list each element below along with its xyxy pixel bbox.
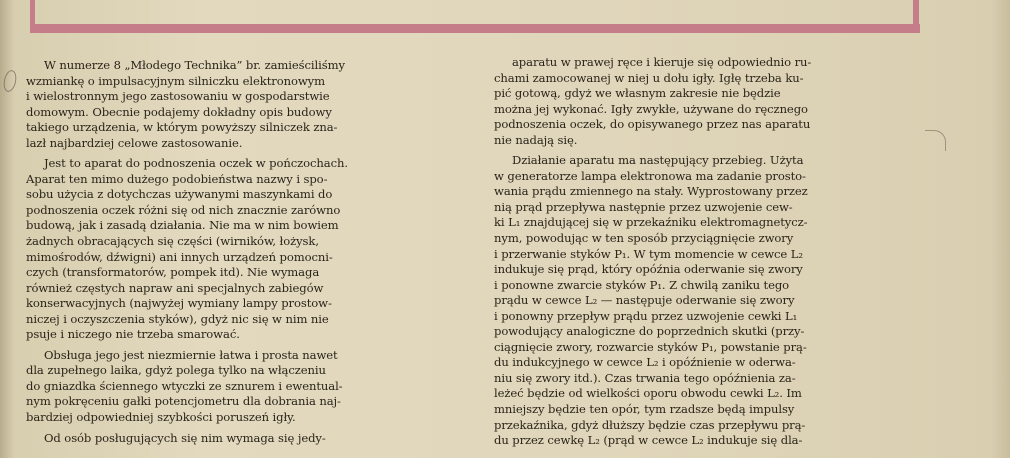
text-line: nym pokręceniu gałki potencjometru dla dobrania naj- [26, 394, 341, 409]
text-line: podnoszenia oczek różni się od nich znacznie zarówno [26, 202, 341, 217]
text-line: powodujący analogiczne do poprzednich skutki (przy- [494, 324, 805, 339]
text-line: Działanie aparatu ma następujący przebieg. Użyta [512, 153, 804, 168]
text-line: dla zupełnego laika, gdyż polega tylko na włączeniu [26, 363, 326, 378]
text-line: wania prądu zmiennego na stały. Wyprostowany przez [494, 184, 808, 199]
text-line: ciągnięcie zwory, rozwarcie styków P₁, powstanie prą- [494, 339, 807, 354]
text-line: niu się zwory itd.). Czas trwania tego opóźnienia za- [494, 370, 796, 385]
text-line: sobu użycia z dotychczas używanymi maszynkami do [26, 187, 333, 202]
text-line: czych (transformatorów, pompek itd). Nie wymaga [26, 265, 320, 280]
text-line: i przerwanie styków P₁. W tym momencie w cewce L₂ [494, 246, 803, 261]
article-left-column [26, 58, 448, 446]
text-line: du indukcyjnego w cewce L₂ i opóźnienie w oderwa- [494, 355, 796, 370]
text-line: wzmiankę o impulsacyjnym silniczku elektronowym [26, 73, 326, 88]
text-line: można jej wykonać. Igły zwykłe, używane do ręcznego [494, 101, 808, 116]
text-line: niczej i oczyszczenia styków), gdyż nic się w nim nie [26, 311, 329, 326]
text-line: Od osób posługujących się nim wymaga się jedy- [44, 430, 326, 445]
text-line: i ponowne zwarcie styków P₁. Z chwilą zaniku tego [494, 277, 790, 292]
text-line: konserwacyjnych (najwyżej wymiany lampy prostow- [26, 296, 332, 311]
text-line: indukuje się prąd, który opóźnia oderwanie się zwory [494, 262, 803, 277]
page-binding-shadow [0, 0, 14, 458]
text-line: również częstych napraw ani specjalnych zabiegów [26, 280, 324, 295]
text-line: mniejszy będzie ten opór, tym rzadsze będą impulsy [494, 402, 795, 417]
article-right-column [494, 55, 920, 449]
text-line: chami zamocowanej w niej u dołu igły. Igłę trzeba ku- [494, 70, 804, 85]
text-line: przekaźnika, gdyż dłuższy będzie czas przepływu prą- [494, 417, 806, 432]
text-line: Aparat ten mimo dużego podobieństwa nazwy i spo- [26, 171, 328, 186]
frame-border-right [913, 0, 919, 32]
text-line: takiego urządzenia, w którym powyższy silniczek zna- [26, 120, 338, 135]
text-line: pić gotową, gdyż we własnym zakresie nie będzie [494, 86, 781, 101]
text-line: nie nadają się. [494, 132, 578, 147]
text-line: bardziej odpowiedniej szybkości poruszeń igły. [26, 410, 296, 425]
text-line: budową, jak i zasadą działania. Nie ma w nim bowiem [26, 218, 339, 233]
page-edge-shadow [990, 0, 1010, 458]
text-line: lazł najbardziej celowe zastosowanie. [26, 135, 243, 150]
text-line: W numerze 8 „Młodego Technika” br. zamieściliśmy [44, 58, 345, 72]
text-line: leżeć będzie od wielkości oporu obwodu cewki L₂. Im [494, 386, 802, 401]
text-line: du przez cewkę L₂ (prąd w cewce L₂ indukuje się dla- [494, 433, 803, 448]
text-line: aparatu w prawej ręce i kieruje się odpowiednio ru- [512, 55, 812, 69]
text-line: i ponowny przepływ prądu przez uzwojenie cewki L₁ [494, 308, 798, 323]
text-line: i wielostronnym jego zastosowaniu w gospodarstwie [26, 89, 330, 104]
text-line: w generatorze lampa elektronowa ma zadanie prosto- [494, 168, 806, 183]
text-line: Obsługa jego jest niezmiernie łatwa i prosta nawet [44, 347, 338, 362]
text-line: mimośrodów, dźwigni) ani innych urządzeń pomocni- [26, 249, 333, 264]
text-line: domowym. Obecnie podajemy dokładny opis budowy [26, 104, 332, 119]
text-line: do gniazdka ściennego wtyczki ze sznurem i ewentual- [26, 378, 343, 393]
text-line: nią prąd przepływa następnie przez uzwojenie cew- [494, 199, 793, 214]
text-line: nym, powodując w ten sposób przyciągnięcie zwory [494, 231, 794, 246]
text-line: psuje i niczego nie trzeba smarować. [26, 327, 240, 342]
text-line: ki L₁ znajdującej się w przekaźniku elektromagnetycz- [494, 215, 808, 230]
pencil-annotation [925, 130, 946, 151]
text-line: prądu w cewce L₂ — następuje oderwanie się zwory [494, 293, 795, 308]
text-line: żadnych obracających się części (wirników, łożysk, [26, 234, 319, 249]
frame-border-bottom [30, 24, 920, 33]
text-line: podnoszenia oczek, do opisywanego przez nas aparatu [494, 117, 811, 132]
text-line: Jest to aparat do podnoszenia oczek w pończochach. [44, 156, 348, 171]
